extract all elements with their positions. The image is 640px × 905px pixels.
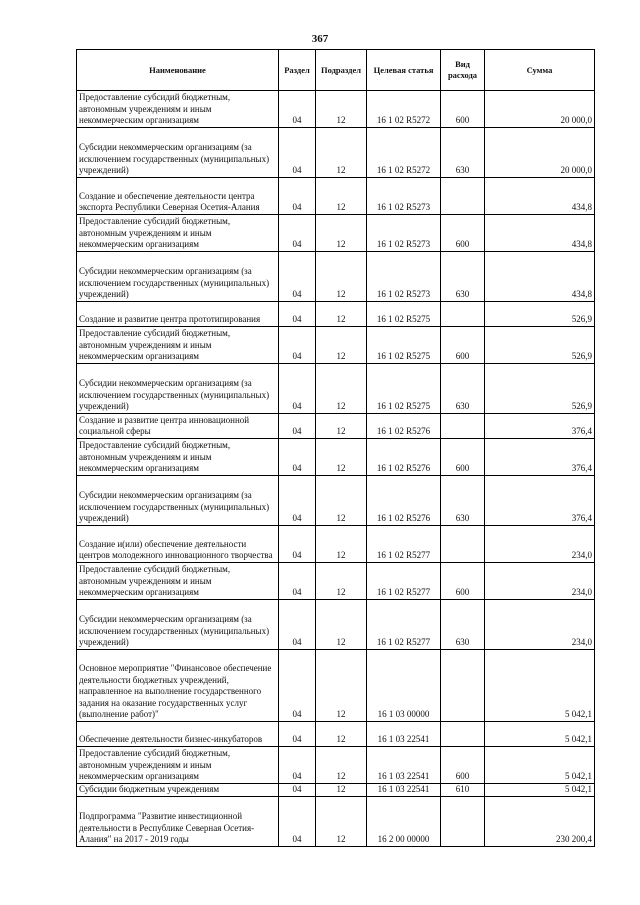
row-target-article: 16 1 02 R5276 [367,476,441,526]
table-row [77,600,595,650]
row-sum: 234,0 [485,526,595,563]
row-section: 04 [279,476,316,526]
row-name: Создание и развитие центра прототипирования [77,302,279,327]
row-expense-type [441,797,485,847]
row-section: 04 [279,215,316,252]
row-sum: 376,4 [485,439,595,476]
header-target-article: Целевая статья [367,50,441,91]
row-name: Создание и(или) обеспечение деятельности центров молодежного инновационного творчества [77,526,279,563]
row-subsection: 12 [316,364,367,414]
row-section: 04 [279,178,316,215]
row-expense-type: 600 [441,91,485,128]
table-row [77,747,595,784]
row-section: 04 [279,364,316,414]
row-target-article: 16 1 02 R5273 [367,252,441,302]
row-subsection: 12 [316,327,367,364]
row-name: Основное мероприятие "Финансовое обеспечение деятельности бюджетных учреждений, направленное на выполнение государственного задания на оказание государственных услуг (выполнение работ)" [77,650,279,722]
row-name: Субсидии некоммерческим организациям (за исключением государственных (муниципальных) учреждений) [77,128,279,178]
row-target-article: 16 1 02 R5275 [367,302,441,327]
row-subsection: 12 [316,91,367,128]
row-section: 04 [279,650,316,722]
table-row [77,128,595,178]
row-name: Субсидии бюджетным учреждениям [77,784,279,797]
row-subsection: 12 [316,302,367,327]
row-expense-type: 600 [441,327,485,364]
row-subsection: 12 [316,414,367,439]
row-target-article: 16 1 02 R5277 [367,563,441,600]
row-expense-type [441,178,485,215]
row-sum: 526,9 [485,302,595,327]
row-target-article: 16 1 02 R5277 [367,526,441,563]
row-subsection: 12 [316,526,367,563]
page-number: 367 [311,33,329,45]
row-sum: 234,0 [485,600,595,650]
row-target-article: 16 1 03 22541 [367,747,441,784]
row-sum: 434,8 [485,215,595,252]
row-name: Субсидии некоммерческим организациям (за исключением государственных (муниципальных) учреждений) [77,476,279,526]
row-expense-type: 630 [441,600,485,650]
table-row [77,215,595,252]
row-name: Подпрограмма "Развитие инвестиционной деятельности в Республике Северная Осетия-Алания" на 2017 - 2019 годы [77,797,279,847]
row-target-article: 16 1 02 R5277 [367,600,441,650]
row-target-article: 16 1 03 00000 [367,650,441,722]
row-section: 04 [279,600,316,650]
row-expense-type: 630 [441,128,485,178]
row-subsection: 12 [316,797,367,847]
table-row [77,252,595,302]
table-row [77,439,595,476]
table-row [77,91,595,128]
row-subsection: 12 [316,128,367,178]
row-expense-type: 600 [441,563,485,600]
row-subsection: 12 [316,178,367,215]
row-target-article: 16 2 00 00000 [367,797,441,847]
table-row [77,327,595,364]
row-sum: 20 000,0 [485,91,595,128]
row-expense-type: 630 [441,364,485,414]
row-subsection: 12 [316,722,367,747]
row-sum: 376,4 [485,476,595,526]
row-expense-type: 630 [441,476,485,526]
row-target-article: 16 1 02 R5273 [367,215,441,252]
row-name: Предоставление субсидий бюджетным, автономным учреждениям и иным некоммерческим организациям [77,215,279,252]
row-section: 04 [279,526,316,563]
row-subsection: 12 [316,252,367,302]
row-expense-type: 600 [441,747,485,784]
table-row [77,178,595,215]
row-name: Предоставление субсидий бюджетным, автономным учреждениям и иным некоммерческим организациям [77,563,279,600]
row-subsection: 12 [316,439,367,476]
row-sum: 20 000,0 [485,128,595,178]
row-target-article: 16 1 02 R5275 [367,327,441,364]
row-expense-type [441,526,485,563]
row-name: Предоставление субсидий бюджетным, автономным учреждениям и иным некоммерческим организациям [77,439,279,476]
row-target-article: 16 1 02 R5276 [367,439,441,476]
row-target-article: 16 1 02 R5275 [367,364,441,414]
row-expense-type: 630 [441,252,485,302]
row-expense-type [441,302,485,327]
row-subsection: 12 [316,215,367,252]
row-sum: 526,9 [485,364,595,414]
table-header-row [77,50,595,91]
row-name: Субсидии некоммерческим организациям (за исключением государственных (муниципальных) учреждений) [77,600,279,650]
row-section: 04 [279,797,316,847]
row-subsection: 12 [316,747,367,784]
row-subsection: 12 [316,784,367,797]
row-section: 04 [279,128,316,178]
row-expense-type [441,650,485,722]
row-section: 04 [279,302,316,327]
row-expense-type: 600 [441,439,485,476]
row-expense-type [441,722,485,747]
row-sum: 526,9 [485,327,595,364]
table-row [77,797,595,847]
budget-table [76,49,595,847]
row-name: Предоставление субсидий бюджетным, автономным учреждениям и иным некоммерческим организациям [77,327,279,364]
row-subsection: 12 [316,476,367,526]
table-row [77,650,595,722]
row-target-article: 16 1 02 R5272 [367,128,441,178]
row-name: Субсидии некоммерческим организациям (за исключением государственных (муниципальных) учреждений) [77,252,279,302]
row-name: Предоставление субсидий бюджетным, автономным учреждениям и иным некоммерческим организациям [77,747,279,784]
table-row [77,526,595,563]
table-row [77,784,595,797]
row-section: 04 [279,414,316,439]
row-target-article: 16 1 03 22541 [367,784,441,797]
row-section: 04 [279,439,316,476]
row-target-article: 16 1 02 R5273 [367,178,441,215]
row-target-article: 16 1 03 22541 [367,722,441,747]
table-row [77,563,595,600]
table-row [77,414,595,439]
row-section: 04 [279,252,316,302]
row-sum: 5 042,1 [485,650,595,722]
row-subsection: 12 [316,563,367,600]
row-subsection: 12 [316,600,367,650]
row-sum: 434,8 [485,178,595,215]
row-target-article: 16 1 02 R5272 [367,91,441,128]
row-section: 04 [279,747,316,784]
row-sum: 234,0 [485,563,595,600]
row-expense-type [441,414,485,439]
row-name: Создание и обеспечение деятельности центра экспорта Республики Северная Осетия-Алания [77,178,279,215]
row-sum: 230 200,4 [485,797,595,847]
header-name: Наименование [77,50,279,91]
table-row [77,302,595,327]
header-subsection: Подраздел [316,50,367,91]
row-expense-type: 610 [441,784,485,797]
row-sum: 5 042,1 [485,747,595,784]
row-name: Создание и развитие центра инновационной социальной сферы [77,414,279,439]
row-sum: 376,4 [485,414,595,439]
row-expense-type: 600 [441,215,485,252]
header-expense-type: Вид расхода [441,50,485,91]
header-section: Раздел [279,50,316,91]
row-target-article: 16 1 02 R5276 [367,414,441,439]
table-row [77,476,595,526]
row-section: 04 [279,327,316,364]
row-sum: 434,8 [485,252,595,302]
row-sum: 5 042,1 [485,784,595,797]
header-sum: Сумма [485,50,595,91]
row-name: Субсидии некоммерческим организациям (за исключением государственных (муниципальных) учреждений) [77,364,279,414]
row-section: 04 [279,722,316,747]
row-section: 04 [279,563,316,600]
row-section: 04 [279,91,316,128]
table-row [77,722,595,747]
row-subsection: 12 [316,650,367,722]
row-section: 04 [279,784,316,797]
table-row [77,364,595,414]
row-name: Предоставление субсидий бюджетным, автономным учреждениям и иным некоммерческим организациям [77,91,279,128]
row-name: Обеспечение деятельности бизнес-инкубаторов [77,722,279,747]
row-sum: 5 042,1 [485,722,595,747]
